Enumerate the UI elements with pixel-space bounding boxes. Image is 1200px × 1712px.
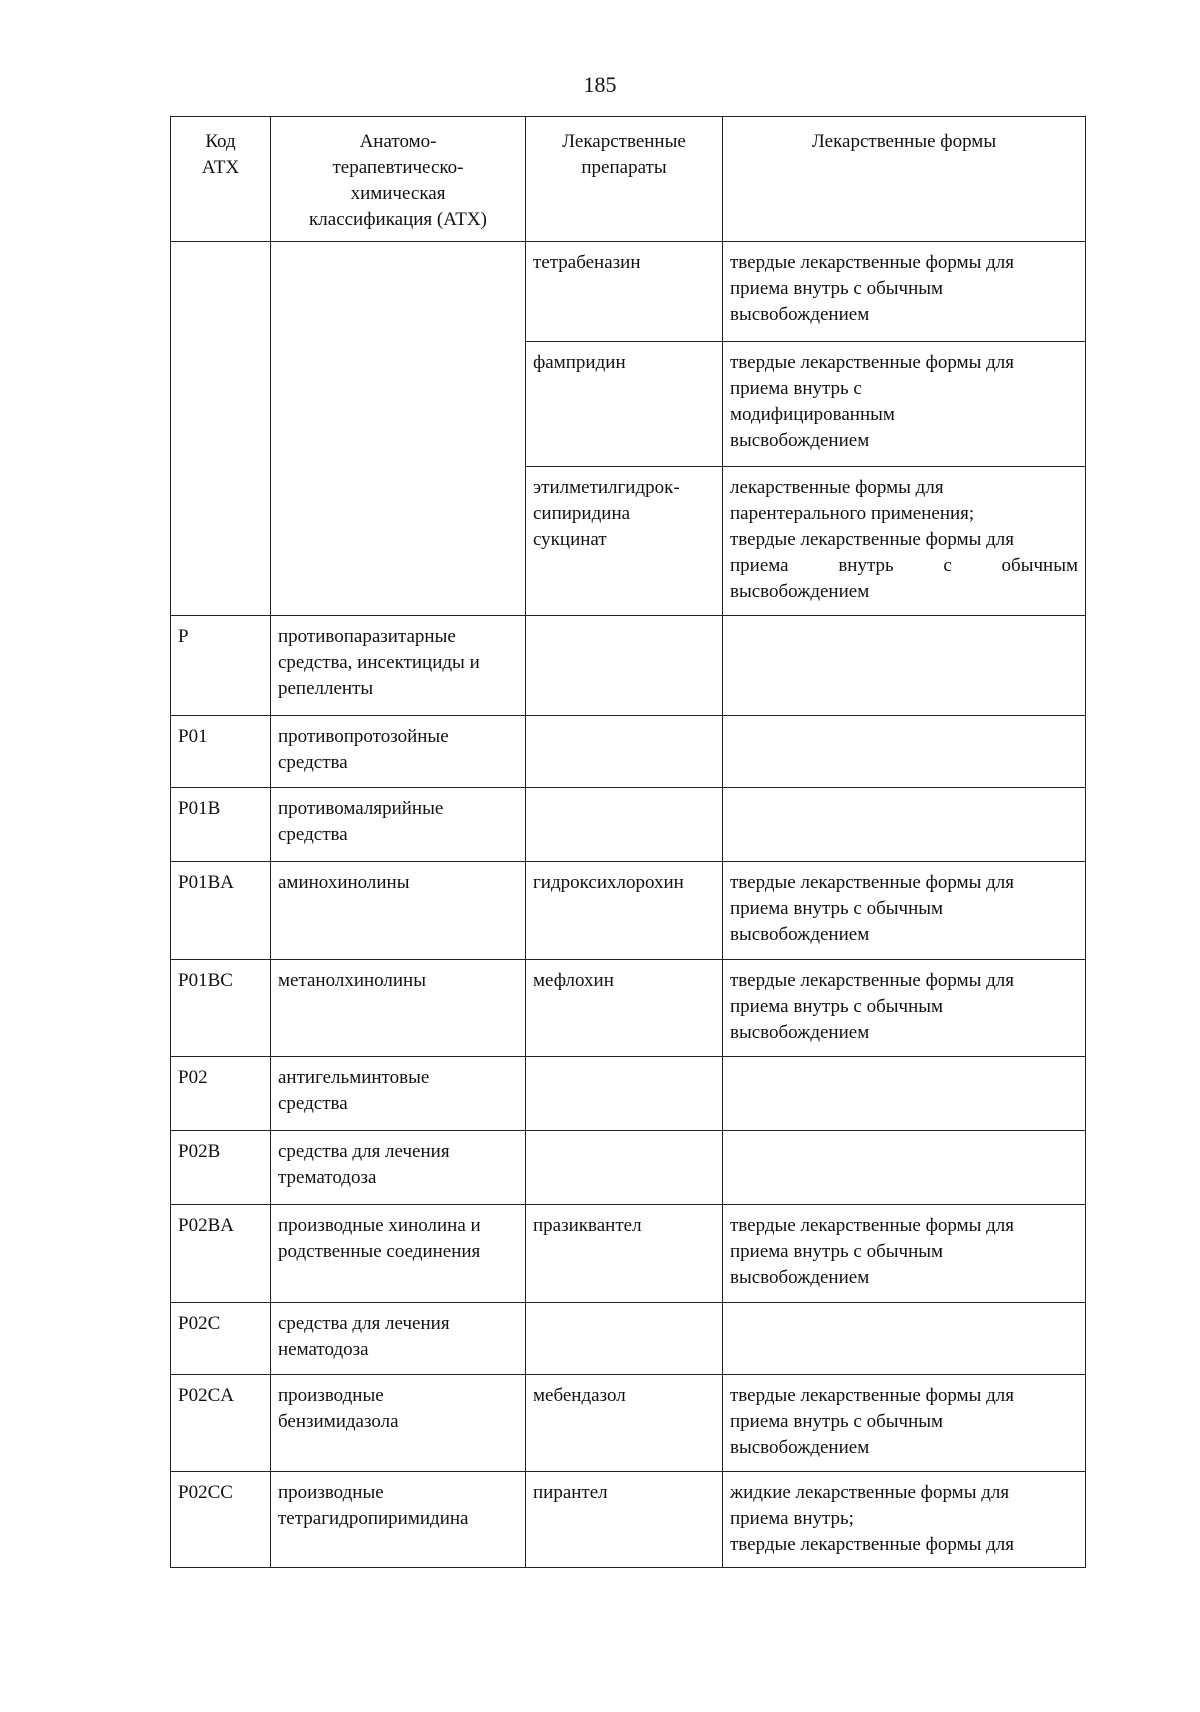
table-row	[171, 242, 1086, 342]
table-row	[171, 1303, 1086, 1375]
forms-cell	[723, 1057, 1086, 1131]
code-cell: P02BA	[171, 1205, 271, 1303]
classification-cell: антигельминтовые средства	[271, 1057, 526, 1131]
forms-cell	[723, 616, 1086, 716]
forms-cell	[723, 467, 1086, 616]
table-row	[171, 1057, 1086, 1131]
forms-cell	[723, 788, 1086, 862]
code-cell: P02CC	[171, 1472, 271, 1568]
atx-drug-table	[170, 116, 1086, 1568]
code-cell: P02B	[171, 1131, 271, 1205]
page-number: 185	[583, 72, 617, 97]
forms-cell	[723, 1131, 1086, 1205]
code-cell: P01B	[171, 788, 271, 862]
classification-cell: аминохинолины	[271, 862, 526, 960]
table-row	[171, 960, 1086, 1057]
forms-cell: твердые лекарственные формы для приема внутрь с обычным высвобождением	[723, 862, 1086, 960]
drug-cell: этилметилгидрок- сипиридина сукцинат	[526, 467, 723, 616]
drug-cell: гидроксихлорохин	[526, 862, 723, 960]
forms-cell: твердые лекарственные формы для приема внутрь с модифицированным высвобождением	[723, 342, 1086, 467]
drug-cell	[526, 616, 723, 716]
code-cell-empty	[171, 242, 271, 616]
forms-cell	[723, 1303, 1086, 1375]
table-row	[171, 862, 1086, 960]
classification-cell: метанолхинолины	[271, 960, 526, 1057]
table-header-row	[171, 117, 1086, 242]
drug-cell	[526, 1303, 723, 1375]
classification-cell: средства для лечения нематодоза	[271, 1303, 526, 1375]
drug-cell: тетрабеназин	[526, 242, 723, 342]
forms-cell: твердые лекарственные формы для приема внутрь с обычным высвобождением	[723, 1205, 1086, 1303]
table-row	[171, 1131, 1086, 1205]
classification-cell-empty	[271, 242, 526, 616]
forms-text: лекарственные формы для парентерального применения; твердые лекарственные формы для	[730, 477, 1015, 550]
header-drugs: Лекарственные препараты	[526, 117, 723, 242]
code-cell: P02C	[171, 1303, 271, 1375]
drug-cell	[526, 716, 723, 788]
code-cell: P02CA	[171, 1375, 271, 1472]
classification-cell: производные тетрагидропиримидина	[271, 1472, 526, 1568]
table-row	[171, 1472, 1086, 1568]
forms-cell: твердые лекарственные формы для приема внутрь с обычным высвобождением	[723, 242, 1086, 342]
code-cell: P02	[171, 1057, 271, 1131]
table-row	[171, 788, 1086, 862]
table-row	[171, 1375, 1086, 1472]
header-classification: Анатомо- терапевтическо- химическая классификация (АТХ)	[271, 117, 526, 242]
table-row	[171, 716, 1086, 788]
code-cell: P	[171, 616, 271, 716]
classification-cell: производные бензимидазола	[271, 1375, 526, 1472]
drug-cell	[526, 788, 723, 862]
forms-cell: жидкие лекарственные формы для приема внутрь; твердые лекарственные формы для	[723, 1472, 1086, 1568]
drug-cell	[526, 1131, 723, 1205]
drug-cell: пирантел	[526, 1472, 723, 1568]
table-row	[171, 1205, 1086, 1303]
forms-cell: твердые лекарственные формы для приема внутрь с обычным высвобождением	[723, 1375, 1086, 1472]
forms-text-tail: высвобождением	[730, 581, 870, 602]
forms-text-justified: приема внутрь с обычным	[730, 555, 1078, 576]
drug-cell: мефлохин	[526, 960, 723, 1057]
classification-cell: противомалярийные средства	[271, 788, 526, 862]
forms-cell: твердые лекарственные формы для приема внутрь с обычным высвобождением	[723, 960, 1086, 1057]
drug-cell: мебендазол	[526, 1375, 723, 1472]
classification-cell: противопаразитарные средства, инсектициды и репелленты	[271, 616, 526, 716]
classification-cell: производные хинолина и родственные соединения	[271, 1205, 526, 1303]
drug-cell	[526, 1057, 723, 1131]
classification-cell: противопротозойные средства	[271, 716, 526, 788]
table-row	[171, 616, 1086, 716]
header-code: Код АТХ	[171, 117, 271, 242]
drug-cell: празиквантел	[526, 1205, 723, 1303]
header-forms: Лекарственные формы	[723, 117, 1086, 242]
code-cell: P01	[171, 716, 271, 788]
forms-cell	[723, 716, 1086, 788]
code-cell: P01BA	[171, 862, 271, 960]
classification-cell: средства для лечения трематодоза	[271, 1131, 526, 1205]
code-cell: P01BC	[171, 960, 271, 1057]
drug-cell: фампридин	[526, 342, 723, 467]
